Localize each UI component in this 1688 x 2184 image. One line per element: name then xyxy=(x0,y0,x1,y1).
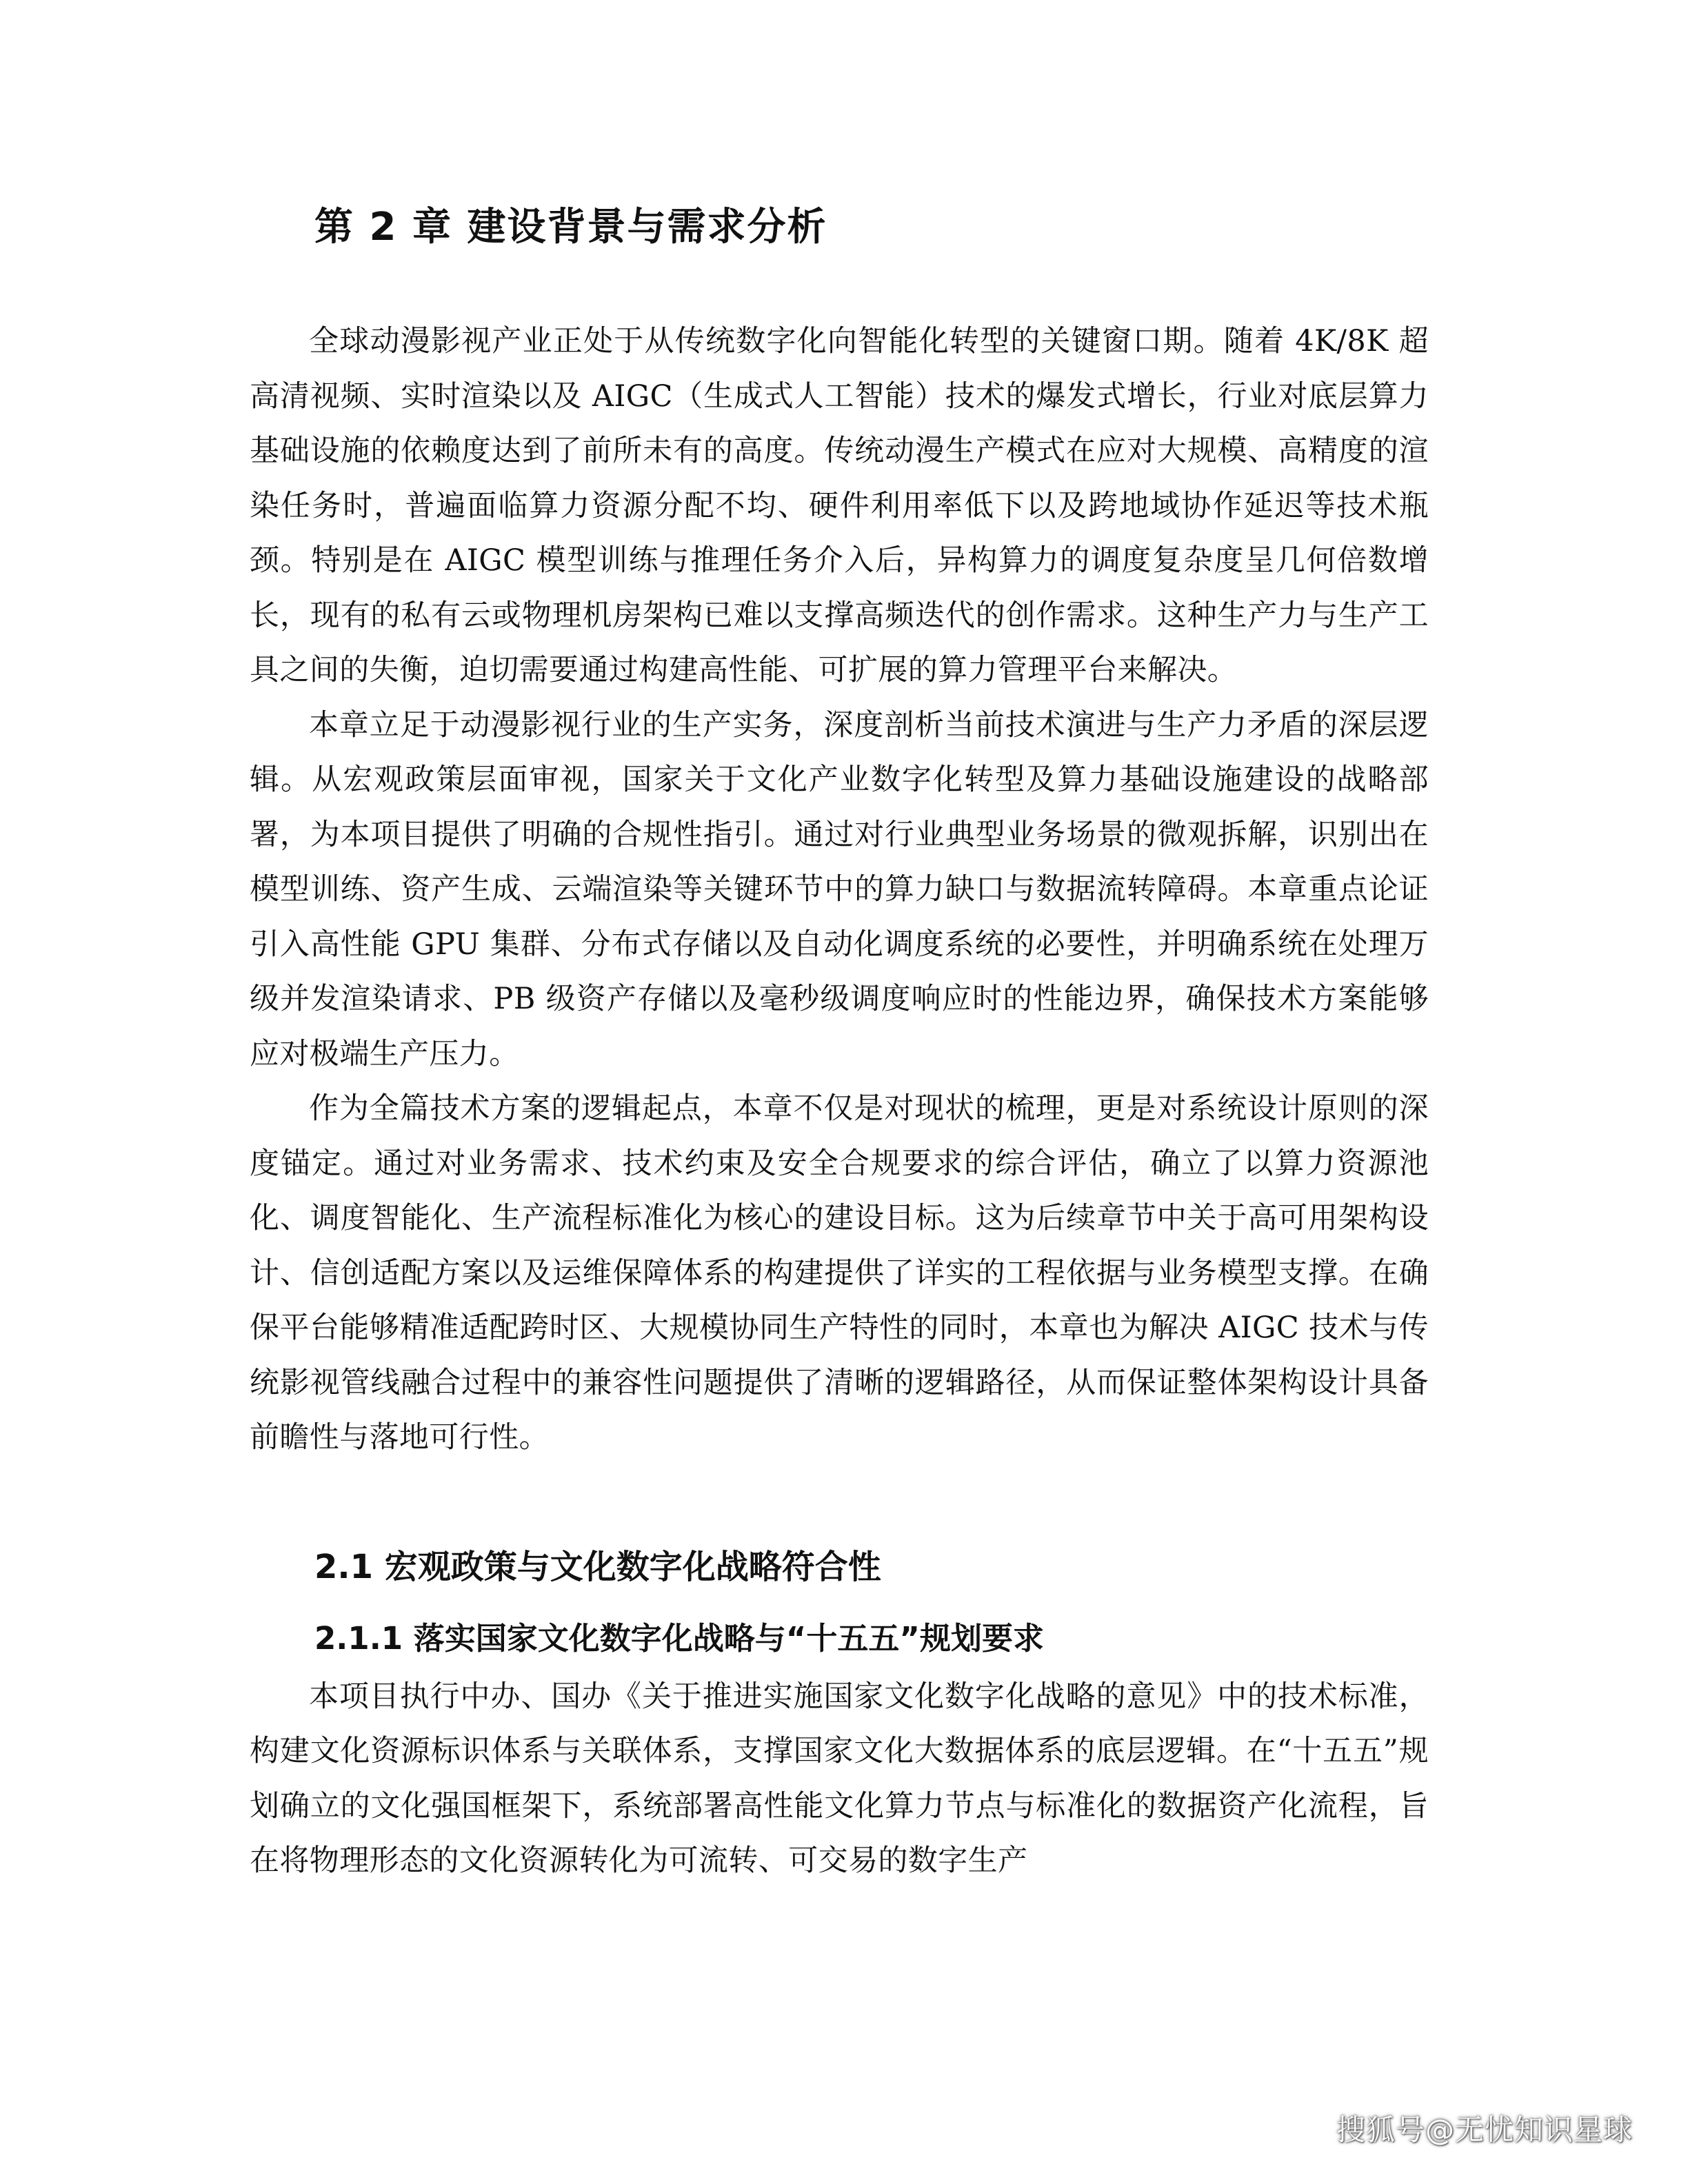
chapter-title: 第 2 章 建设背景与需求分析 xyxy=(314,205,827,250)
section-title-2-1: 2.1 宏观政策与文化数字化战略符合性 xyxy=(314,1547,881,1586)
page-content xyxy=(250,186,1429,1889)
intro-paragraph-1: 全球动漫影视产业正处于从传统数字化向智能化转型的关键窗口期。随着 4K/8K 超高清视频、实时渲染以及 AIGC（生成式人工智能）技术的爆发式增长，行业对底层算力基础设施的依赖度达到了前所未有的高度。传统动漫生产模式在应对大规模、高精度的渲染任务时，普遍面临算力资源分配不均、硬件利用率低下以及跨地域协作延迟等技术瓶颈。特别是在 AIGC 模型训练与推理任务介入后，异构算力的调度复杂度呈几何倍数增长，现有的私有云或物理机房架构已难以支撑高频迭代的创作需求。这种生产力与生产工具之间的失衡，迫切需要通过构建高性能、可扩展的算力管理平台来解决。 xyxy=(250,324,1429,687)
intro-paragraph-3: 作为全篇技术方案的逻辑起点，本章不仅是对现状的梳理，更是对系统设计原则的深度锚定。通过对业务需求、技术约束及安全合规要求的综合评估，确立了以算力资源池化、调度智能化、生产流程标准化为核心的建设目标。这为后续章节中关于高可用架构设计、信创适配方案以及运维保障体系的构建提供了详实的工程依据与业务模型支撑。在确保平台能够精准适配跨时区、大规模协同生产特性的同时，本章也为解决 AIGC 技术与传统影视管线融合过程中的兼容性问题提供了清晰的逻辑路径，从而保证整体架构设计具备前瞻性与落地可行性。 xyxy=(250,1091,1429,1455)
subsection-paragraph: 本项目执行中办、国办《关于推进实施国家文化数字化战略的意见》中的技术标准，构建文化资源标识体系与关联体系，支撑国家文化大数据体系的底层逻辑。在“十五五”规划确立的文化强国框架下，系统部署高性能文化算力节点与标准化的数据资产化流程，旨在将物理形态的文化资源转化为可流转、可交易的数字生产 xyxy=(250,1679,1429,1878)
intro-paragraph-2: 本章立足于动漫影视行业的生产实务，深度剖析当前技术演进与生产力矛盾的深层逻辑。从宏观政策层面审视，国家关于文化产业数字化转型及算力基础设施建设的战略部署，为本项目提供了明确的合规性指引。通过对行业典型业务场景的微观拆解，识别出在模型训练、资产生成、云端渲染等关键环节中的算力缺口与数据流转障碍。本章重点论证引入高性能 GPU 集群、分布式存储以及自动化调度系统的必要性，并明确系统在处理万级并发渲染请求、PB 级资产存储以及毫秒级调度响应时的性能边界，确保技术方案能够应对极端生产压力。 xyxy=(250,707,1429,1071)
watermark: 搜狐号@无忧知识星球 xyxy=(1336,2113,1633,2147)
chapter-intro xyxy=(250,314,1429,1466)
subsection-title-2-1-1: 2.1.1 落实国家文化数字化战略与“十五五”规划要求 xyxy=(314,1619,1044,1657)
